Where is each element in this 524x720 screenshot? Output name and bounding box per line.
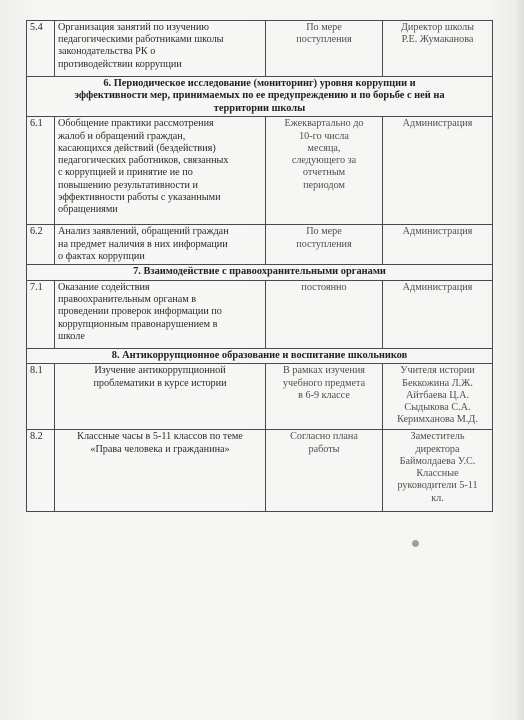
activity-line: с коррупцией и принятие ие по [58, 167, 193, 179]
activity-line: проблематики в курсе истории [93, 377, 227, 389]
term-cell [266, 430, 383, 512]
row-number: 8.1 [27, 364, 55, 430]
activity-cell [55, 225, 266, 265]
term-line: работы [308, 443, 340, 455]
responsible-cell [383, 280, 493, 348]
term-line: отчетным [302, 167, 346, 179]
responsible-line: Баймолдаева У.С. [399, 455, 476, 467]
term-line: Согласно плана [290, 431, 358, 443]
responsible-cell [383, 364, 493, 430]
section-title-line: 7. Взаимодействие с правоохранительными органами [133, 266, 386, 278]
activity-line: жалоб и обращений граждан, [58, 130, 186, 142]
term-cell [266, 225, 383, 265]
responsible-line: Беккожина Л.Ж. [402, 377, 473, 389]
responsible-line: Администрация [402, 118, 473, 130]
responsible-line: Администрация [402, 226, 473, 238]
activity-line: эффективности работы с указанными [58, 191, 221, 203]
section-title [27, 77, 493, 117]
responsible-line: Классные [416, 468, 459, 480]
activity-line: «Права человека и гражданина» [90, 443, 230, 455]
section-title [27, 348, 493, 363]
page-edge-shadow [514, 0, 524, 720]
table-row-6-1 [27, 117, 493, 225]
responsible-cell [383, 430, 493, 512]
responsible-line: Айтбаева Ц.А. [405, 389, 470, 401]
activity-line: касающихся действий (бездействия) [58, 142, 216, 154]
term-line: По мере [306, 226, 342, 238]
activity-line: обращениями [58, 204, 118, 216]
activity-line: законодательства РК о [58, 46, 156, 58]
section-header-8 [27, 348, 493, 363]
activity-line: правоохранительным органам в [58, 294, 197, 306]
activity-cell [55, 21, 266, 77]
activity-line: Изучение антикоррупционной [94, 365, 226, 377]
term-line: По мере [306, 22, 342, 33]
term-line: периодом [303, 179, 345, 191]
table-row-8-1 [27, 364, 493, 430]
activity-line: Оказание содействия [58, 281, 150, 293]
table-row-7-1 [27, 280, 493, 348]
row-number: 7.1 [27, 280, 55, 348]
activity-line: о фактах коррупции [58, 250, 145, 262]
activity-cell [55, 280, 266, 348]
activity-cell [55, 117, 266, 225]
term-line: месяца, [307, 142, 341, 154]
row-number: 5.4 [27, 21, 55, 77]
section-title-line: 8. Антикоррупционное образование и воспитание школьников [111, 349, 408, 361]
activity-line: противодействии коррупции [58, 58, 182, 70]
activity-line: педагогическими работниками школы [58, 34, 224, 46]
responsible-line: руководители 5-11 [397, 480, 478, 492]
activity-line: коррупционным правонарушением в [58, 318, 218, 330]
table-row-5-4 [27, 21, 493, 77]
activity-line: на предмет наличия в них информации [58, 238, 228, 250]
row-number: 8.2 [27, 430, 55, 512]
activity-line: проведении проверок информации по [58, 306, 222, 318]
activity-line: Классные часы в 5-11 классов по теме [77, 431, 243, 443]
row-number: 6.1 [27, 117, 55, 225]
term-cell [266, 364, 383, 430]
term-line: В рамках изучения [283, 365, 365, 377]
responsible-line: Сыдыкова С.А. [404, 402, 471, 414]
term-cell [266, 21, 383, 77]
section-header-7 [27, 265, 493, 280]
term-line: Ежеквартально до [284, 118, 364, 130]
activity-cell [55, 364, 266, 430]
term-line: 10-го числа [299, 130, 349, 142]
section-header-6 [27, 77, 493, 117]
term-line: следующего за [291, 155, 357, 167]
activity-line: повышению результативности и [58, 179, 198, 191]
term-line: в 6-9 классе [298, 389, 350, 401]
responsible-line: директора [415, 443, 460, 455]
activity-line: Обобщение практики рассмотрения [58, 118, 214, 130]
responsible-line: кл. [431, 492, 444, 504]
table-row-8-2 [27, 430, 493, 512]
section-title-line: эффективности мер, принимаемых по ее предупреждению и по борьбе с ней на [74, 90, 445, 102]
term-cell [266, 117, 383, 225]
responsible-line: Керимханова М.Д. [397, 414, 478, 426]
term-line: учебного предмета [282, 377, 366, 389]
responsible-line: Администрация [402, 281, 473, 293]
activity-line: Анализ заявлений, обращений граждан [58, 226, 229, 238]
activity-cell [55, 430, 266, 512]
responsible-line: Р.Е. Жумаканова [401, 34, 474, 46]
section-title [27, 265, 493, 280]
action-plan-table [26, 20, 493, 512]
responsible-line: Учителя истории [400, 365, 475, 377]
responsible-line: Заместитель [410, 431, 465, 443]
activity-line: школе [58, 330, 85, 342]
responsible-cell [383, 117, 493, 225]
row-number: 6.2 [27, 225, 55, 265]
scan-mark [412, 540, 419, 547]
term-line: поступления [296, 34, 352, 46]
responsible-cell [383, 225, 493, 265]
section-title-line: 6. Периодическое исследование (мониторинг) уровня коррупции и [103, 78, 416, 89]
activity-line: Организация занятий по изучению [58, 22, 209, 33]
term-line: поступления [296, 238, 352, 250]
responsible-line: Директор школы [400, 22, 475, 33]
activity-line: педагогических работников, связанных [58, 155, 229, 167]
term-cell [266, 280, 383, 348]
responsible-cell [383, 21, 493, 77]
term-line: постоянно [301, 281, 347, 293]
table-row-6-2 [27, 225, 493, 265]
section-title-line: территории школы [213, 102, 306, 114]
